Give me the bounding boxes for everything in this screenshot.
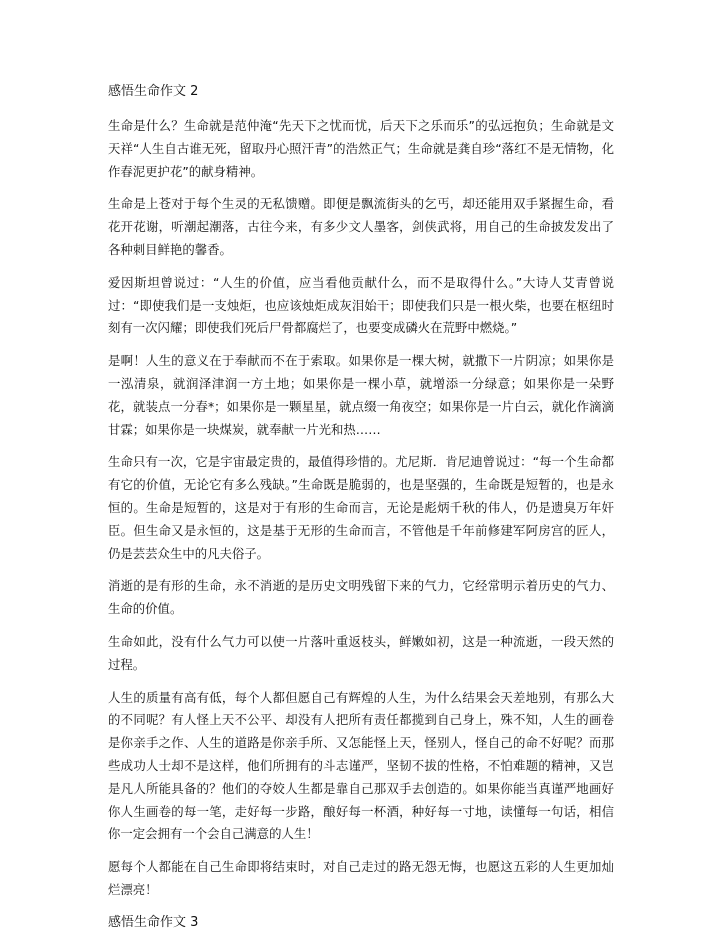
paragraph-4: 是啊！人生的意义在于奉献而不在于索取。如果你是一棵大树，就撒下一片阴凉；如果你是一泓清泉，就润泽津润一方土地；如果你是一棵小草，就增添一分绿意；如果你是一朵野花，就装点一分春*；如果你是一颗星星，就点缀一角夜空；如果你是一片白云，就化作滴滴甘霖；如果你是一块煤炭，就奉献一片光和热…… <box>108 353 614 437</box>
paragraph-9: 愿每个人都能在自己生命即将结束时，对自己走过的路无怨无悔，也愿这五彩的人生更加灿烂漂亮！ <box>108 859 614 897</box>
paragraph-2: 生命是上苍对于每个生灵的无私馈赠。即便是飘流街头的乞丐，却还能用双手紧握生命，看花开花谢，听潮起潮落，古往今来，有多少文人墨客，剑侠武将，用自己的生命披发发出了各种刺目鲜艳的馨香。 <box>108 196 614 257</box>
paragraph-6: 消逝的是有形的生命，永不消逝的是历史文明残留下来的气力，它经常明示着历史的气力、生命的价值。 <box>108 578 614 617</box>
paragraph-7: 生命如此，没有什么气力可以使一片落叶重返枝头，鲜嫩如初，这是一种流逝，一段天然的过程。 <box>108 633 614 672</box>
paragraph-5: 生命只有一次，它是宇宙最定贵的，最值得珍惜的。尤尼斯．肯尼迪曾说过：“每一个生命都有它的价值，无论它有多么残缺。”生命既是脆弱的，也是坚强的，生命既是短暂的，也是永恒的。生命是短暂的，这是对于有形的生命而言，无论是彪炳千秋的伟人，仍是遗臭万年奸臣。但生命又是永恒的，这是基于无形的生命而言，不管他是千年前修建军阿房宫的匠人，仍是芸芸众生中的凡夫俗子。 <box>108 454 614 561</box>
essay-title-2: 感悟生命作文 2 <box>108 84 199 99</box>
paragraph-3: 爱因斯坦曾说过：“人生的价值，应当看他贡献什么，而不是取得什么。”大诗人艾青曾说过：“即使我们是一支烛炬，也应该烛炬成灰泪始干；即使我们只是一根火柴，也要在枢纽时刻有一次闪耀；即使我们死后尸骨都腐烂了，也要变成磷火在荒野中燃烧。” <box>108 274 614 336</box>
essay-title-3: 感悟生命作文 3 <box>108 914 199 930</box>
paragraph-1: 生命是什么？生命就是范仲淹“先天下之忧而忧，后天下之乐而乐”的弘远抱负；生命就是文天祥“人生自古谁无死，留取丹心照汗青”的浩然正气；生命就是龚自珍“落红不是无情物，化作春泥更护花”的献身精神。 <box>108 118 614 179</box>
paragraph-8: 人生的质量有高有低，每个人都但愿自己有辉煌的人生，为什么结果会天差地别，有那么大的不同呢？有人怪上天不公平、却没有人把所有责任都揽到自己身上，殊不知，人生的画卷是你亲手之作、人生的道路是你亲手所、又怎能怪上天，怪别人，怪自己的命不好呢？而那些成功人士却不是这样，他们所拥有的斗志谨严，坚韧不拔的性格，不怕难题的精神，又岂是凡人所能具备的？他们的夺姣人生都是靠自己那双手去创造的。如果你能当真谨严地画好你人生画卷的每一笔，走好每一步路，酿好每一杯酒，种好每一寸地，读懂每一句话，相信你一定会拥有一个会自己满意的人生！ <box>108 689 614 842</box>
document-page <box>108 81 614 946</box>
